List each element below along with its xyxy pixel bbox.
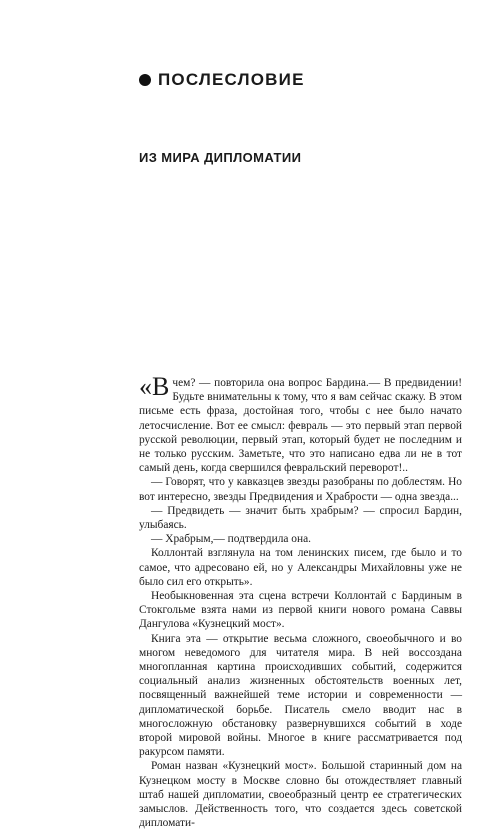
body-text bbox=[139, 372, 462, 831]
paragraph: Роман назван «Кузнецкий мост». Большой старинный дом на Кузнецком мосту в Москве словно бы отождествляет главный штаб нашей дипломатии, своеобразный центр ее стратегических замыслов. Действенность того, что создается здесь советской дипломати- bbox=[139, 760, 462, 830]
paragraph: — Храбрым,— подтвердила она. bbox=[151, 533, 311, 546]
bullet-icon bbox=[139, 74, 151, 86]
drop-cap: «В bbox=[139, 372, 170, 401]
chapter-title: ПОСЛЕСЛОВИЕ bbox=[158, 70, 305, 89]
paragraph-text: чем? — повторила она вопрос Бардина.— В предвидении! Будьте внимательны к тому, что я вам сейчас скажу. В этом письме есть фраза, достойная того, чтобы с нее было начато летосчисление. Вот ее смысл: февраль — это первый этап первой русской революции, первый этап, который будет не последним и не только русским. Заметьте, что это написано едва ли не в тот самый день, когда свершился февральский переворот!.. bbox=[139, 377, 462, 475]
paragraph: — Предвидеть — значит быть храбрым? — спросил Бардин, улыбаясь. bbox=[139, 504, 462, 532]
paragraph: Необыкновенная эта сцена встречи Коллонтай с Бардиным в Стокгольме взята нами из первой книги нового романа Саввы Дангулова «Кузнецкий мост». bbox=[139, 590, 462, 631]
paragraph bbox=[139, 372, 462, 475]
section-title: ИЗ МИРА ДИПЛОМАТИИ bbox=[139, 150, 302, 165]
paragraph: — Говорят, что у кавказцев звезды разобраны по доблестям. Но вот интересно, звезды Предвидения и Храбрости — одна звезда... bbox=[139, 476, 462, 503]
paragraph: Книга эта — открытие весьма сложного, своеобычного и во многом неведомого для читателя мира. В ней воссоздана многопланная картина происходивших событий, содержится социальный анализ жизненных обстоятельств военных лет, посвященный важнейшей теме истории и современности — дипломатической борьбе. Писатель смело вводит нас в многосложную обстановку развернувшихся событий в ходе второй мировой войны. Многое в книге рассматривается под ракурсом памяти. bbox=[139, 632, 462, 759]
paragraph: Коллонтай взглянула на том ленинских писем, где было и то самое, что адресовано ей, но у Александры Михайловны уже не было сил его открыть». bbox=[139, 547, 462, 588]
chapter-heading bbox=[139, 70, 305, 90]
